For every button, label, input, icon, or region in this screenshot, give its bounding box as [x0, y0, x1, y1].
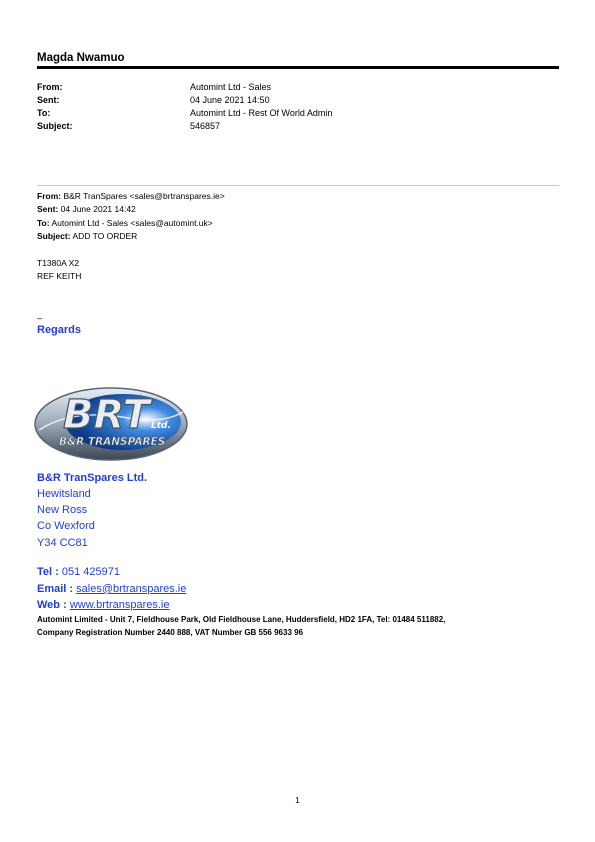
to-value: Automint Ltd - Rest Of World Admin: [190, 108, 333, 118]
sent-value: 04 June 2021 14:50: [190, 95, 270, 105]
from-value: Automint Ltd - Sales: [190, 82, 272, 92]
web-line: [37, 599, 169, 611]
fwd-subject-value: ADD TO ORDER: [72, 231, 138, 241]
fwd-from-line: [37, 191, 225, 201]
email-line: [37, 583, 186, 595]
address-line-1: Hewitsland: [37, 488, 91, 500]
footer-line-1: Automint Limited - Unit 7, Fieldhouse Park, Old Fieldhouse Lane, Huddersfield, HD2 1FA, Tel: 01484 511882,: [37, 615, 446, 624]
body-line-1: T1380A X2: [37, 258, 80, 268]
brt-logo: [33, 378, 189, 464]
fwd-to-label: To:: [37, 218, 50, 228]
header-rule: [37, 66, 559, 69]
footer-line-2: Company Registration Number 2440 888, VAT Number GB 556 9633 96: [37, 628, 304, 637]
fwd-from-label: From:: [37, 191, 62, 201]
fwd-from-value: B&R TranSpares <sales@brtranspares.ie>: [63, 191, 225, 201]
address-line-4: Y34 CC81: [37, 537, 88, 549]
tel-value[interactable]: 051 425971: [61, 566, 120, 578]
tel-label: Tel :: [37, 566, 59, 578]
logo-brt-text: BRT: [63, 392, 150, 438]
fwd-sent-label: Sent:: [37, 204, 59, 214]
tel-line: [37, 566, 120, 578]
fwd-sent-value: 04 June 2021 14:42: [60, 204, 136, 214]
fwd-to-line: [37, 218, 213, 228]
logo-ltd-text: Ltd.: [151, 421, 171, 431]
from-label: From:: [37, 82, 63, 92]
address-line-2: New Ross: [37, 504, 88, 516]
email-link[interactable]: sales@brtranspares.ie: [76, 583, 187, 595]
address-line-3: Co Wexford: [37, 520, 95, 532]
fwd-subject-label: Subject:: [37, 231, 71, 241]
page-number: 1: [295, 796, 300, 805]
sender-name: Magda Nwamuo: [37, 52, 125, 64]
body-line-2: REF KEITH: [37, 271, 82, 281]
email-label: Email :: [37, 583, 74, 595]
logo-subtitle: B&R TRANSPARES: [59, 436, 166, 448]
web-label: Web :: [37, 599, 67, 611]
to-label: To:: [37, 108, 51, 118]
signature-dash: _: [37, 309, 43, 319]
forward-divider: [37, 185, 559, 186]
web-link[interactable]: www.brtranspares.ie: [69, 599, 170, 611]
fwd-subject-line: [37, 231, 137, 241]
company-name: B&R TranSpares Ltd.: [37, 472, 148, 484]
subject-value: 546857: [190, 121, 221, 131]
sent-label: Sent:: [37, 95, 60, 105]
fwd-sent-line: [37, 204, 136, 214]
regards-text: Regards: [37, 324, 82, 336]
fwd-to-value: Automint Ltd - Sales <sales@automint.uk>: [51, 218, 213, 228]
subject-label: Subject:: [37, 121, 73, 131]
